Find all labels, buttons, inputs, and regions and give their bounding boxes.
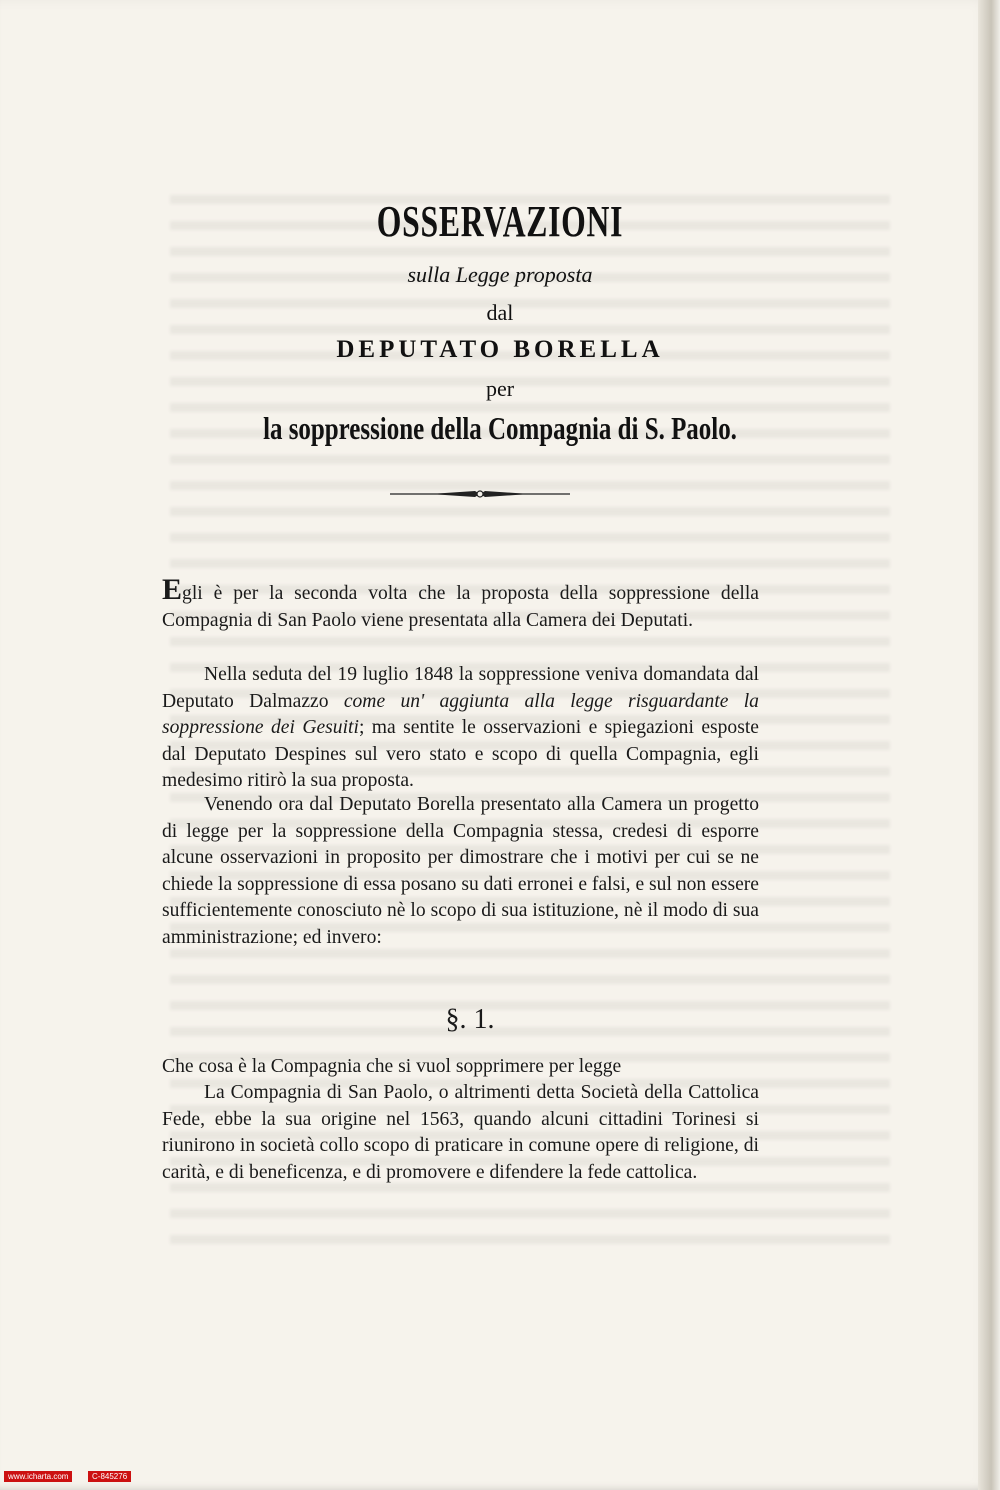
paragraph-2-after: ; ma sentite le osservazioni e spiegazioni esposte dal Deputato Despines sul vero stato e scopo di quella Compagnia, egli medesimo ritirò la sua proposta. bbox=[162, 717, 759, 791]
subtitle-line-2: dal bbox=[486, 300, 514, 325]
page-edge bbox=[978, 0, 1000, 1490]
drop-cap: E bbox=[162, 573, 183, 606]
ornament-divider bbox=[390, 484, 570, 504]
subtitle-line-3: DEPUTATO BORELLA bbox=[336, 336, 664, 363]
paragraph-3: Venendo ora dal Deputato Borella presentato alla Camera un progetto di legge per la soppressione della Compagnia stessa, credesi di esporre alcune osservazioni in proposito per dimostrare che i motivi per cui se ne chiede la soppressione di essa posano su dati erronei e falsi, e sul non essere sufficientemente conosciuto nè lo scopo di sua istituzione, nè il modo di sua amministrazione; ed invero: bbox=[162, 794, 759, 948]
subtitle-line-1: sulla Legge proposta bbox=[407, 262, 593, 287]
subtitle-line-4: per bbox=[485, 376, 515, 401]
paragraph-2-before: Nella seduta del 19 luglio 1848 la soppressione veniva domandata dal Deputato Dalmazzo bbox=[162, 664, 759, 712]
paragraph-4: La Compagnia di San Paolo, o altrimenti detta Società della Cattolica Fede, ebbe la sua origine nel 1563, quando alcuni cittadini Torinesi si riunirono in società collo scopo di praticare in comune opere di religione, di carità, e di beneficenza, e di promovere e difendere la fede cattolica. bbox=[162, 1082, 759, 1183]
paragraph-1 bbox=[162, 573, 759, 634]
section-mark: §. 1. bbox=[445, 1004, 495, 1035]
paragraph-2-italic: come un' aggiunta alla legge risguardante la soppressione dei Gesuiti bbox=[162, 690, 759, 738]
subtitle-line-5: la soppressione della Compagnia di S. Paolo. bbox=[263, 410, 737, 446]
paragraph-1-text: gli è per la seconda volta che la proposta della soppressione della Compagnia di San Paolo viene presentata alla Camera dei Deputati. bbox=[162, 583, 759, 631]
section-heading: Che cosa è la Compagnia che si vuol sopprimere per legge bbox=[162, 1056, 622, 1077]
watermark-site: www.icharta.com bbox=[4, 1471, 72, 1482]
watermark-code: C-845276 bbox=[88, 1471, 131, 1482]
document-title: OSSERVAZIONI bbox=[376, 197, 624, 246]
paragraph-2 bbox=[162, 662, 759, 795]
